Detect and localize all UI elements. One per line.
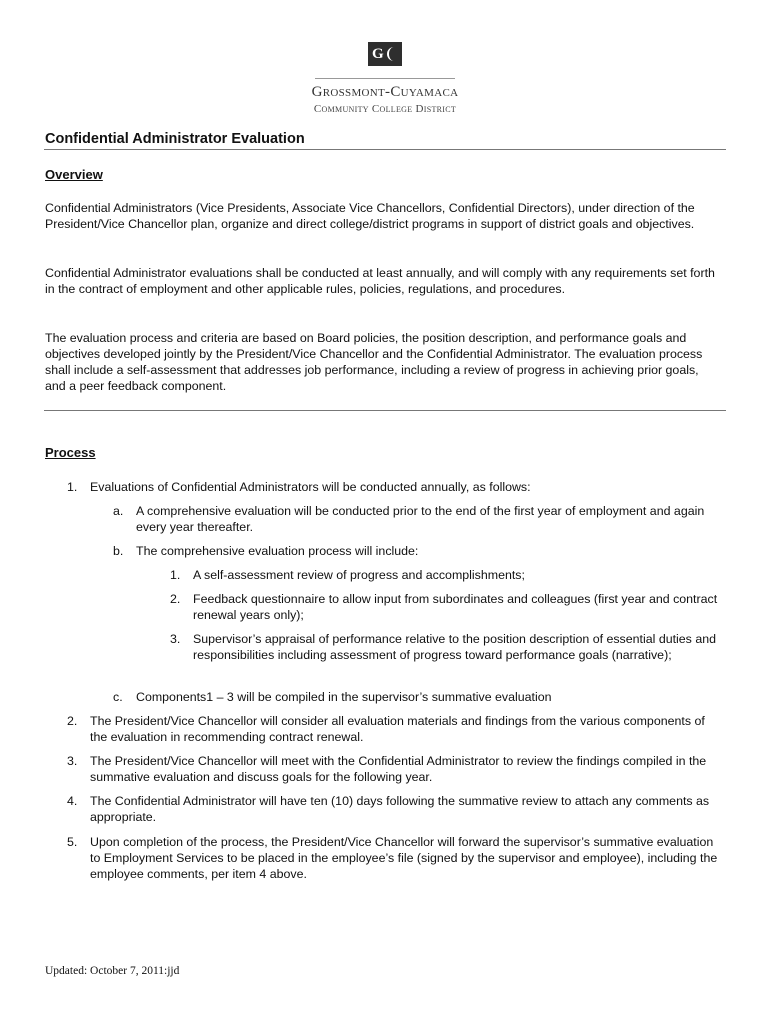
list-text: Feedback questionnaire to allow input from subordinates and colleagues (first year and contract renewal years only); bbox=[193, 592, 718, 622]
list-marker: 5. bbox=[67, 835, 78, 849]
list-marker: a. bbox=[113, 504, 124, 518]
list-text: Components1 – 3 will be compiled in the supervisor’s summative evaluation bbox=[136, 690, 552, 704]
footer-updated-date: Updated: October 7, 2011:jjd bbox=[45, 965, 180, 977]
logo-divider bbox=[315, 78, 455, 79]
list-marker: 1. bbox=[67, 480, 78, 494]
list-text: A comprehensive evaluation will be conducted prior to the end of the first year of employment and again every year thereafter. bbox=[136, 504, 705, 534]
title-divider bbox=[44, 149, 726, 150]
list-text: The Confidential Administrator will have ten (10) days following the summative review to attach any comments as appropriate. bbox=[90, 794, 710, 824]
list-text: A self-assessment review of progress and accomplishments; bbox=[193, 568, 525, 582]
overview-paragraph-2: Confidential Administrator evaluations shall be conducted at least annually, and will comply with any requirements set forth in the contract of employment and other applicable rules, policies, regulations, and procedures. bbox=[45, 266, 715, 296]
list-marker: 2. bbox=[170, 592, 181, 606]
logo-district-subtitle: Community College District bbox=[313, 103, 457, 115]
district-logo bbox=[0, 42, 770, 115]
list-text: Upon completion of the process, the President/Vice Chancellor will forward the supervisor’s summative evaluation to Employment Services to be placed in the employee’s file (signed by the supervisor and employee), including the employee comments, per item 4 above. bbox=[90, 835, 718, 881]
list-marker: b. bbox=[113, 544, 124, 558]
section-divider bbox=[44, 410, 726, 411]
logo-mark-letter: G bbox=[372, 46, 384, 62]
process-heading: Process bbox=[45, 445, 96, 460]
logo-district-name: Grossmont-Cuyamaca bbox=[311, 84, 459, 100]
list-text: The comprehensive evaluation process will include: bbox=[136, 544, 419, 558]
list-text: Evaluations of Confidential Administrators will be conducted annually, as follows: bbox=[90, 480, 531, 494]
list-text: The President/Vice Chancellor will consider all evaluation materials and findings from the various components of the evaluation in recommending contract renewal. bbox=[90, 714, 705, 744]
list-marker: 4. bbox=[67, 794, 78, 808]
crescent-moon-icon bbox=[386, 46, 398, 62]
list-text: Supervisor’s appraisal of performance relative to the position description of essential duties and responsibilities including assessment of progress toward performance goals (narrative); bbox=[193, 632, 716, 662]
list-marker: c. bbox=[113, 690, 123, 704]
list-marker: 1. bbox=[170, 568, 181, 582]
overview-paragraph-1: Confidential Administrators (Vice Presidents, Associate Vice Chancellors, Confidential Directors), under direction of the President/Vice Chancellor plan, organize and direct college/district programs in support of district goals and objectives. bbox=[45, 201, 695, 231]
list-marker: 3. bbox=[67, 754, 78, 768]
list-text: The President/Vice Chancellor will meet with the Confidential Administrator to review the findings compiled in the summative evaluation and discuss goals for the following year. bbox=[90, 754, 707, 784]
list-marker: 3. bbox=[170, 632, 181, 646]
document-title: Confidential Administrator Evaluation bbox=[45, 131, 305, 147]
logo-mark bbox=[368, 42, 402, 66]
list-marker: 2. bbox=[67, 714, 78, 728]
overview-heading: Overview bbox=[45, 167, 103, 182]
overview-paragraph-3: The evaluation process and criteria are based on Board policies, the position description, and performance goals and objectives developed jointly by the President/Vice Chancellor and the Confidential Administrator. The evaluation process shall include a self-assessment that addresses job performance, including a review of progress in achieving prior goals, and a peer feedback component. bbox=[45, 331, 703, 393]
